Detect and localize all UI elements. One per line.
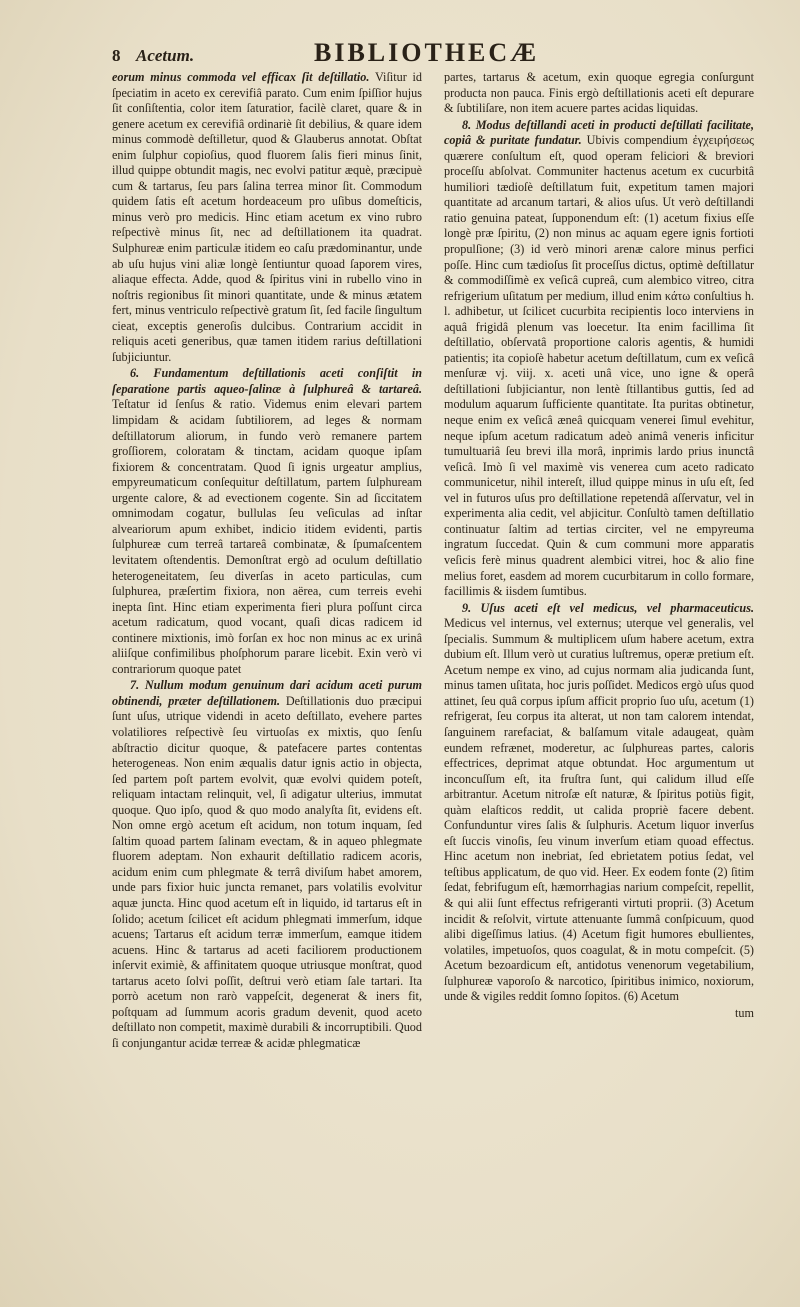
page-header [112, 38, 754, 66]
left-column [112, 70, 422, 1051]
paragraph-text: Deſtillationis duo præcipui ſunt uſus, utrique videndi in aceto deſtillato, evehere partes volatiliores reſpectivè ſeu virtuoſas ex mixtis, quo ſenſu abſtractio dicitur quoque, & patefacere partes contentas heterogeneas. Non enim æqualis datur ignis actio in objecta, ſed partem poſt partem evolvit, quæ evolvi quidem poteſt, reliquam intactam relinquit, vel, ſi adigatur ulterius, immutat quoque. Quo ipſo, quod & quo modo analyſta ſit, evidens eſt. Non omne ergò acetum eſt acidum, non totum inquam, ſed ſaltim quoad partem ſalinam evectam, & in aqueo phlegmate fluorem adeptam. Non exhaurit deſtillatio radicem acoris, acidum enim cum phlegmate & terrâ diviſum habet amorem, unde pars fixior huic juncta remanet, pars volatilis evolvitur aquæ juncta. Hinc quod acetum eſt in liquido, id tartarus eſt in ſolido; acetum ſcilicet eſt acidum phlegmati immerſum, idque acuens; Tartarus eſt acidum terræ immerſum, eamque itidem acuens. Hinc & tartarus ad aceti faciliorem productionem inſervit eximiè, & affinitatem quoque utriusque monſtrat, quod tartarus aceto ſolvi poſſit, deſtrui verò etiam ſale tartari. Ita porrò acetum non rarò vappeſcit, degenerat & iners fit, poſtquam ad ſummum acoris gradum devenit, quod aceto deſtillato non competit, maximè durabili & incorruptibili. Quod ſi conjungantur acidæ terreæ & acidæ phlegmaticæ [112, 693, 422, 1050]
paragraph-text: Ubivis compendium ἐγχειρήσεως quærere conſultum eſt, quod operam feliciori & breviori proceſſu abſolvat. Communiter hactenus acetum ex cucurbitâ humiliori tædioſè deſtillatum fuit, expetitum tamen majori quantitate ad arcanum tartari, & alios uſus. Ut verò deſtillandi ratio genuina pateat, ſupponendum eſt: (1) acetum fixius eſſe longè præ ſpiritu, (2) non minus ac aquam egere ignis fortioti propulſione; (3) id verò minori arenæ calore minus perfici poſſe. Hinc cum tædioſus ſit proceſſus dictus, optimè deſtillatur & commodiſſimè ex veſicâ cupreâ, cum alembico vitreo, citra refrigerium uſitatum per medium, illud enim κάτω conſultius h. l. adhibetur, ut ſcilicet cucurbita recipientis loco interviens in aquâ frigidâ plenum vas loecetur. Ita enim facillima ſit deſtillatio, obſervatâ proportione caloris agentis, & humidi patientis; ita copioſè habetur acetum deſtillatum, cum ex veſicâ menſuræ vj. viij. x. aceti unâ vice, uno igne & operâ deſtillationi ſubjiciantur, non lentè ſtillantibus guttis, ſed ad modulum aquarum ſufficiente quantitate. Ita puritas obtinetur, neque enim ex veſicâ æneâ quicquam venerei ſimul evehitur, neque ipſum acetum radicatum adeò animâ veneris inficitur tumultuariâ ſeu brevi illa morâ, inprimis lardo prius inunctâ veſicâ. Imò ſi vel maximè vis venerea cum aceto radicato communicetur, nihil intereſt, illud quippe minus in uſu eſt, ſed vel in futuros uſus pro deſtillatione repetendâ aſſervatur, vel in experimenta alia cedit, vel abjicitur. Conſultò tamen deſtillatio continuatur ſaltim ad tertias circiter, vel ne empyreuma ingratum ſuccedat. Quin & cum communi more apparatis veſicis ferè minus quadrent alembici vitrei, hoc & alio fine melius foret, easdem ad morem cucurbitarum in collo formare, facillimis & iisdem ſumtibus. [444, 133, 754, 599]
paragraph-text: Viſitur id ſpeciatim in aceto ex cerevifiâ parato. Cum enim ſpiſſior hujus ſit conſiſtentia, color item ſaturatior, facilè claret, quare & in genere acetum ex cerevifiâ ordinariè ſit debilius, & quare idem minus commodè deſtilletur, quod & Glauberus annotat. Obſtat enim ſulphur copioſius, quod fluorem ſalis fieri minus ſinit, illud quippe obtundit magis, nec evolvi patitur æquè, præcipuè cum & tartarus, ſeu pars ſalina terrea minor ſit. Commodum quidem ſatis eſt acetum hordeaceum pro uſibus domeſticis, minus verò pro medicis. Hinc etiam acetum ex vino rubro reſpectivè minus ſit, nec ad deſtillationem ita quadrat. Sulphureæ enim particulæ itidem eo caſu prædominantur, unde ab uſu hujus vini aliæ longè ſentiuntur quoad ſaporem vires, aliaque effecta. Adde, quod & ſpiritus vini in rubello vino in noſtris regionibus ſit minori quantitate, unde & minus ætatem fert, minus ventriculo reſpectivè gratum ſit, ſed facile ſingultum cieat, exceptis generoſis dulcibus. Contrarium accidit in reliquis aceti generibus, quæ tamen itidem rarius deſtillationi ſubjiciuntur. [112, 70, 422, 364]
section-heading: 6. Fundamentum deſtillationis aceti conſiſtit in ſeparatione partis aqueo-ſalinæ à ſulphureâ & tartareâ. [112, 366, 422, 396]
paragraph-8 [444, 118, 754, 600]
section-heading: 9. Uſus aceti eſt vel medicus, vel pharmaceuticus. [462, 600, 754, 615]
catchword: tum [735, 1005, 754, 1020]
right-column [444, 70, 754, 1051]
section-heading: 8. Modus deſtillandi aceti in producti deſtillati facilitate, copiâ & puritate fundatur. [444, 117, 754, 148]
paragraph-text: Medicus vel internus, vel externus; uterque vel generalis, vel ſpecialis. Summum & multiplicem uſum habere acetum, extra dubium eſt. Illum verò ut curatius luſtremus, operæ pretium eſt. Acetum nempe ex vino, ad cujus normam alia judicanda ſunt, minus tamen uſitata, hoc juris poſſidet. Medicos ergò uſus quod attinet, ſeu quâ corpus ipſum afficit proprio ſuo uſu, acetum (1) refrigerat, ſeu corpus ita alterat, ut non tam calorem intendat, ſanguinem rarefaciat, & balſamum vitale adaugeat, quàm eundem refrænet, moderetur, ac ſulphureas partes, caloris effectrices, deprimat atque obtundat. Hoc argumentum ut inconcuſſum eſt, ita fruſtra ſunt, qui calidum illud eſſe arbitrantur. Acetum nitroſæ eſt naturæ, & ſpiritus potiùs figit, quàm elaſticos reddit, ut calida propriè facere debent. Confunduntur vires ſalis & ſulphuris. Acetum liquor inverſus eſt ſuccis vinoſis, ſeu vinum inverſum etiam quoad effectus. Hinc acetum non inebriat, ſed ebrietatem potius ſedat, vel teſtibus applicatum, de quo vid. Heer. Ex eodem fonte (2) ſitim ſedat, febrifugum eſt, hæmorrhagias narium compeſcit, repellit, & qui alii ſunt effectus refrigeranti virtuti proprii. (3) Acetum incidit & reſolvit, virtute attenuante ſummâ conſpicuum, quod alibi digeſſimus latius. (4) Acetum figit humores ebullientes, volatiles, impetuoſos, quos coagulat, & in motu compeſcit. (5) Acetum bezoardicum eſt, antidotus venenorum vegetabilium, ſulphureæ vaporoſo & narcotico, ſpiritibus inimico, noxiorum, unde & vigiles reddit ſomno ſopitos. (6) Acetum [444, 616, 754, 1004]
paragraph-text: partes, tartarus & acetum, exin quoque egregia conſurgunt producta non pauca. Finis ergò deſtillationis aceti eſt depurare & ſubtiliſare, non item acuere partes acidas liquidas. [444, 70, 754, 116]
paragraph-6 [112, 366, 422, 677]
paragraph-7-continuation [444, 70, 754, 117]
paragraph-7 [112, 678, 422, 1051]
page-number: 8 [112, 46, 121, 65]
paragraph-5-continuation [112, 70, 422, 365]
running-title: Acetum. [136, 46, 195, 65]
paragraph-9 [444, 601, 754, 1005]
section-heading: eorum minus commoda vel efficax ſit deſtillatio. [112, 70, 370, 84]
section-heading: 7. Nullum modum genuinum dari acidum aceti purum obtinendi, præter deſtillationem. [112, 678, 422, 708]
journal-title: BIBLIOTHECÆ [314, 38, 540, 67]
text-columns [112, 70, 754, 1051]
paragraph-text: Teſtatur id ſenſus & ratio. Videmus enim elevari partem limpidam & acidam ſubtiliorem, ad leges & normam deſtillatorum aliorum, in fundo verò remanere partem groſſiorem, coloratam & tinctam, acidam quoque ipſam fixiorem & concentratam. Quod ſi ignis urgeatur amplius, empyreumaticum conſequitur deſtillatum, partem ſulphuream urgente calore, & ad evectionem cogente. Sin ad ſiccitatem omnimodam cogatur, bullulas ſeu veſiculas ad inſtar alveariorum apum exhibet, indicio itidem evidenti, partis ſulphureæ cum terreâ tartareâ combinatæ, & ſpumaſcentem levitatem oſtendentis. Demonſtrat ergò ad oculum deſtillatio heterogeneitatem, ſeu diverſas in aceto particulas, cum ſulphurea, præſertim fixiora, non aërea, cum terreis evehi inepta ſint. Hinc etiam experimenta fieri plura poſſunt circa acetum radicatum, quod vocant, quaſi dicas radicem id continere mixtionis, imò forſan ex hoc non minus ac ex urinâ aliiſque confimilibus phoſphorum parare licebit. Exin verò vi contrariorum quoque patet [112, 397, 422, 676]
